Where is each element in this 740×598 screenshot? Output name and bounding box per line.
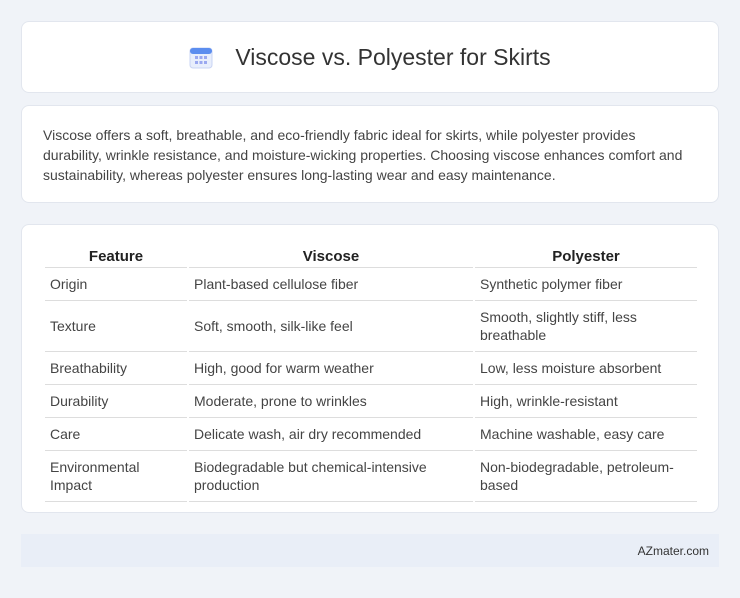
cell-feature: Care <box>45 418 187 451</box>
cell-feature: Environmental Impact <box>45 451 187 502</box>
cell-viscose: High, good for warm weather <box>189 352 473 385</box>
table-row <box>45 268 697 301</box>
footer-brand: AZmater.com <box>637 543 709 558</box>
header-viscose: Viscose <box>189 245 473 268</box>
footer <box>21 534 719 567</box>
cell-feature: Durability <box>45 385 187 418</box>
cell-feature: Origin <box>45 268 187 301</box>
summary-card <box>21 105 719 203</box>
cell-polyester: Machine washable, easy care <box>475 418 697 451</box>
cell-viscose: Soft, smooth, silk-like feel <box>189 301 473 352</box>
table-row <box>45 451 697 502</box>
calendar-icon <box>189 45 213 69</box>
table-row <box>45 418 697 451</box>
header-polyester: Polyester <box>475 245 697 268</box>
cell-viscose: Moderate, prone to wrinkles <box>189 385 473 418</box>
table-row <box>45 352 697 385</box>
cell-feature: Texture <box>45 301 187 352</box>
header-feature: Feature <box>45 245 187 268</box>
table-header-row <box>45 245 697 268</box>
cell-polyester: Smooth, slightly stiff, less breathable <box>475 301 697 352</box>
comparison-table <box>43 245 699 502</box>
table-row <box>45 385 697 418</box>
cell-polyester: High, wrinkle-resistant <box>475 385 697 418</box>
cell-feature: Breathability <box>45 352 187 385</box>
cell-viscose: Biodegradable but chemical-intensive production <box>189 451 473 502</box>
table-row <box>45 301 697 352</box>
cell-polyester: Low, less moisture absorbent <box>475 352 697 385</box>
summary-text: Viscose offers a soft, breathable, and eco-friendly fabric ideal for skirts, while polyester provides durability, wrinkle resistance, and moisture-wicking properties. Choosing viscose enhances comfort and sustainability, whereas polyester ensures long-lasting wear and easy maintenance. <box>43 127 683 183</box>
cell-viscose: Delicate wash, air dry recommended <box>189 418 473 451</box>
table-card <box>21 224 719 513</box>
title-card <box>21 21 719 93</box>
cell-polyester: Non-biodegradable, petroleum-based <box>475 451 697 502</box>
cell-viscose: Plant-based cellulose fiber <box>189 268 473 301</box>
cell-polyester: Synthetic polymer fiber <box>475 268 697 301</box>
page-title: Viscose vs. Polyester for Skirts <box>235 43 551 70</box>
